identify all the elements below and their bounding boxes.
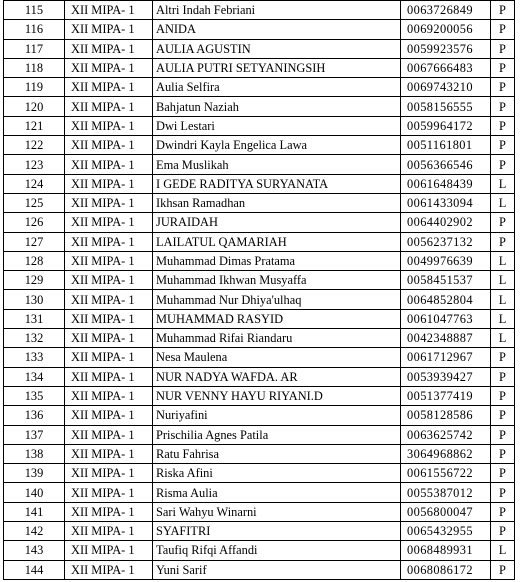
class-cell: XII MIPA- 1 bbox=[65, 58, 153, 77]
table-row bbox=[4, 58, 515, 77]
student-id-cell: 0067666483 bbox=[401, 58, 491, 77]
gender-cell: L bbox=[491, 290, 515, 309]
table-row bbox=[4, 193, 515, 212]
gender-cell: P bbox=[491, 97, 515, 116]
class-cell: XII MIPA- 1 bbox=[65, 39, 153, 58]
student-id-cell: 0051161801 bbox=[401, 136, 491, 155]
row-number-cell: 129 bbox=[4, 271, 65, 290]
table-row bbox=[4, 39, 515, 58]
gender-cell: L bbox=[491, 271, 515, 290]
class-cell: XII MIPA- 1 bbox=[65, 522, 153, 541]
student-name-cell: Sari Wahyu Winarni bbox=[153, 502, 401, 521]
table-row bbox=[4, 406, 515, 425]
gender-cell: P bbox=[491, 444, 515, 463]
row-number-cell: 117 bbox=[4, 39, 65, 58]
row-number-cell: 138 bbox=[4, 444, 65, 463]
student-id-cell: 0058156555 bbox=[401, 97, 491, 116]
student-id-cell: 0061556722 bbox=[401, 464, 491, 483]
table-row bbox=[4, 348, 515, 367]
class-cell: XII MIPA- 1 bbox=[65, 251, 153, 270]
student-id-cell: 0061648439 bbox=[401, 174, 491, 193]
row-number-cell: 123 bbox=[4, 155, 65, 174]
gender-cell: P bbox=[491, 464, 515, 483]
class-cell: XII MIPA- 1 bbox=[65, 232, 153, 251]
student-name-cell: AULIA AGUSTIN bbox=[153, 39, 401, 58]
student-name-cell: Yuni Sarif bbox=[153, 560, 401, 579]
table-row bbox=[4, 290, 515, 309]
student-id-cell: 0058128586 bbox=[401, 406, 491, 425]
gender-cell: P bbox=[491, 406, 515, 425]
row-number-cell: 126 bbox=[4, 213, 65, 232]
row-number-cell: 135 bbox=[4, 386, 65, 405]
table-row bbox=[4, 502, 515, 521]
student-name-cell: AULIA PUTRI SETYANINGSIH bbox=[153, 58, 401, 77]
class-cell: XII MIPA- 1 bbox=[65, 406, 153, 425]
student-id-cell: 0058451537 bbox=[401, 271, 491, 290]
table-row bbox=[4, 271, 515, 290]
student-name-cell: Risma Aulia bbox=[153, 483, 401, 502]
gender-cell: P bbox=[491, 502, 515, 521]
row-number-cell: 128 bbox=[4, 251, 65, 270]
row-number-cell: 139 bbox=[4, 464, 65, 483]
row-number-cell: 125 bbox=[4, 193, 65, 212]
student-name-cell: LAILATUL QAMARIAH bbox=[153, 232, 401, 251]
student-name-cell: Riska Afini bbox=[153, 464, 401, 483]
table-row bbox=[4, 425, 515, 444]
class-cell: XII MIPA- 1 bbox=[65, 386, 153, 405]
class-cell: XII MIPA- 1 bbox=[65, 483, 153, 502]
class-cell: XII MIPA- 1 bbox=[65, 116, 153, 135]
table-row bbox=[4, 97, 515, 116]
student-name-cell: Aulia Selfira bbox=[153, 78, 401, 97]
row-number-cell: 127 bbox=[4, 232, 65, 251]
gender-cell: L bbox=[491, 329, 515, 348]
table-row bbox=[4, 444, 515, 463]
student-id-cell: 0064402902 bbox=[401, 213, 491, 232]
student-id-cell: 0065432955 bbox=[401, 522, 491, 541]
class-cell: XII MIPA- 1 bbox=[65, 290, 153, 309]
row-number-cell: 144 bbox=[4, 560, 65, 579]
student-name-cell: NUR NADYA WAFDA. AR bbox=[153, 367, 401, 386]
row-number-cell: 122 bbox=[4, 136, 65, 155]
table-row bbox=[4, 483, 515, 502]
row-number-cell: 142 bbox=[4, 522, 65, 541]
gender-cell: P bbox=[491, 213, 515, 232]
class-cell: XII MIPA- 1 bbox=[65, 271, 153, 290]
gender-cell: P bbox=[491, 58, 515, 77]
class-cell: XII MIPA- 1 bbox=[65, 78, 153, 97]
class-cell: XII MIPA- 1 bbox=[65, 97, 153, 116]
table-row bbox=[4, 136, 515, 155]
gender-cell: P bbox=[491, 483, 515, 502]
table-row bbox=[4, 464, 515, 483]
gender-cell: L bbox=[491, 309, 515, 328]
class-cell: XII MIPA- 1 bbox=[65, 20, 153, 39]
gender-cell: P bbox=[491, 20, 515, 39]
gender-cell: P bbox=[491, 232, 515, 251]
row-number-cell: 120 bbox=[4, 97, 65, 116]
student-id-cell: 0068489931 bbox=[401, 541, 491, 560]
row-number-cell: 121 bbox=[4, 116, 65, 135]
class-cell: XII MIPA- 1 bbox=[65, 367, 153, 386]
gender-cell: P bbox=[491, 386, 515, 405]
table-row bbox=[4, 232, 515, 251]
row-number-cell: 141 bbox=[4, 502, 65, 521]
student-id-cell: 0063625742 bbox=[401, 425, 491, 444]
student-name-cell: Muhammad Ikhwan Musyaffa bbox=[153, 271, 401, 290]
student-id-cell: 0056366546 bbox=[401, 155, 491, 174]
student-id-cell: 3064968862 bbox=[401, 444, 491, 463]
student-name-cell: Muhammad Nur Dhiya'ulhaq bbox=[153, 290, 401, 309]
gender-cell: L bbox=[491, 541, 515, 560]
table-row bbox=[4, 174, 515, 193]
gender-cell: P bbox=[491, 1, 515, 20]
student-id-cell: 0055387012 bbox=[401, 483, 491, 502]
gender-cell: L bbox=[491, 174, 515, 193]
student-name-cell: JURAIDAH bbox=[153, 213, 401, 232]
gender-cell: P bbox=[491, 116, 515, 135]
student-name-cell: Taufiq Rifqi Affandi bbox=[153, 541, 401, 560]
student-name-cell: Ikhsan Ramadhan bbox=[153, 193, 401, 212]
class-cell: XII MIPA- 1 bbox=[65, 174, 153, 193]
class-cell: XII MIPA- 1 bbox=[65, 213, 153, 232]
row-number-cell: 133 bbox=[4, 348, 65, 367]
class-cell: XII MIPA- 1 bbox=[65, 329, 153, 348]
gender-cell: L bbox=[491, 193, 515, 212]
class-cell: XII MIPA- 1 bbox=[65, 444, 153, 463]
table-row bbox=[4, 78, 515, 97]
student-name-cell: I GEDE RADITYA SURYANATA bbox=[153, 174, 401, 193]
student-name-cell: ANIDA bbox=[153, 20, 401, 39]
row-number-cell: 130 bbox=[4, 290, 65, 309]
student-name-cell: Bahjatun Naziah bbox=[153, 97, 401, 116]
student-id-cell: 0056237132 bbox=[401, 232, 491, 251]
student-name-cell: Altri Indah Febriani bbox=[153, 1, 401, 20]
row-number-cell: 132 bbox=[4, 329, 65, 348]
table-row bbox=[4, 329, 515, 348]
student-id-cell: 0069743210 bbox=[401, 78, 491, 97]
table-row bbox=[4, 116, 515, 135]
class-cell: XII MIPA- 1 bbox=[65, 193, 153, 212]
table-row bbox=[4, 309, 515, 328]
student-id-cell: 0059923576 bbox=[401, 39, 491, 58]
student-name-cell: Ratu Fahrisa bbox=[153, 444, 401, 463]
table-row bbox=[4, 20, 515, 39]
gender-cell: P bbox=[491, 367, 515, 386]
student-id-cell: 0049976639 bbox=[401, 251, 491, 270]
table-row bbox=[4, 367, 515, 386]
gender-cell: P bbox=[491, 78, 515, 97]
student-id-cell: 0061712967 bbox=[401, 348, 491, 367]
student-name-cell: MUHAMMAD RASYID bbox=[153, 309, 401, 328]
row-number-cell: 140 bbox=[4, 483, 65, 502]
gender-cell: P bbox=[491, 39, 515, 58]
gender-cell: L bbox=[491, 251, 515, 270]
row-number-cell: 124 bbox=[4, 174, 65, 193]
class-cell: XII MIPA- 1 bbox=[65, 560, 153, 579]
student-name-cell: Dwindri Kayla Engelica Lawa bbox=[153, 136, 401, 155]
student-id-cell: 0061047763 bbox=[401, 309, 491, 328]
class-cell: XII MIPA- 1 bbox=[65, 309, 153, 328]
student-name-cell: Dwi Lestari bbox=[153, 116, 401, 135]
class-cell: XII MIPA- 1 bbox=[65, 1, 153, 20]
class-cell: XII MIPA- 1 bbox=[65, 136, 153, 155]
student-id-cell: 0061433094 bbox=[401, 193, 491, 212]
gender-cell: P bbox=[491, 136, 515, 155]
class-cell: XII MIPA- 1 bbox=[65, 502, 153, 521]
row-number-cell: 134 bbox=[4, 367, 65, 386]
student-name-cell: Muhammad Dimas Pratama bbox=[153, 251, 401, 270]
gender-cell: P bbox=[491, 522, 515, 541]
gender-cell: P bbox=[491, 425, 515, 444]
class-cell: XII MIPA- 1 bbox=[65, 541, 153, 560]
student-id-cell: 0042348887 bbox=[401, 329, 491, 348]
student-id-cell: 0053939427 bbox=[401, 367, 491, 386]
row-number-cell: 137 bbox=[4, 425, 65, 444]
class-cell: XII MIPA- 1 bbox=[65, 155, 153, 174]
student-id-cell: 0063726849 bbox=[401, 1, 491, 20]
student-name-cell: SYAFITRI bbox=[153, 522, 401, 541]
table-row bbox=[4, 251, 515, 270]
row-number-cell: 136 bbox=[4, 406, 65, 425]
student-id-cell: 0051377419 bbox=[401, 386, 491, 405]
student-name-cell: Muhammad Rifai Riandaru bbox=[153, 329, 401, 348]
row-number-cell: 119 bbox=[4, 78, 65, 97]
student-table-body bbox=[4, 1, 515, 580]
row-number-cell: 116 bbox=[4, 20, 65, 39]
student-table bbox=[3, 0, 515, 580]
table-row bbox=[4, 1, 515, 20]
table-row bbox=[4, 522, 515, 541]
student-name-cell: Nesa Maulena bbox=[153, 348, 401, 367]
class-cell: XII MIPA- 1 bbox=[65, 425, 153, 444]
row-number-cell: 115 bbox=[4, 1, 65, 20]
student-id-cell: 0059964172 bbox=[401, 116, 491, 135]
table-row bbox=[4, 213, 515, 232]
table-row bbox=[4, 541, 515, 560]
class-cell: XII MIPA- 1 bbox=[65, 348, 153, 367]
row-number-cell: 118 bbox=[4, 58, 65, 77]
student-id-cell: 0069200056 bbox=[401, 20, 491, 39]
table-row bbox=[4, 560, 515, 579]
student-name-cell: Ema Muslikah bbox=[153, 155, 401, 174]
student-name-cell: NUR VENNY HAYU RIYANI.D bbox=[153, 386, 401, 405]
gender-cell: P bbox=[491, 348, 515, 367]
student-id-cell: 0064852804 bbox=[401, 290, 491, 309]
student-name-cell: Prischilia Agnes Patila bbox=[153, 425, 401, 444]
gender-cell: P bbox=[491, 560, 515, 579]
row-number-cell: 143 bbox=[4, 541, 65, 560]
student-id-cell: 0068086172 bbox=[401, 560, 491, 579]
student-id-cell: 0056800047 bbox=[401, 502, 491, 521]
table-row bbox=[4, 155, 515, 174]
gender-cell: P bbox=[491, 155, 515, 174]
table-row bbox=[4, 386, 515, 405]
row-number-cell: 131 bbox=[4, 309, 65, 328]
class-cell: XII MIPA- 1 bbox=[65, 464, 153, 483]
student-name-cell: Nuriyafini bbox=[153, 406, 401, 425]
